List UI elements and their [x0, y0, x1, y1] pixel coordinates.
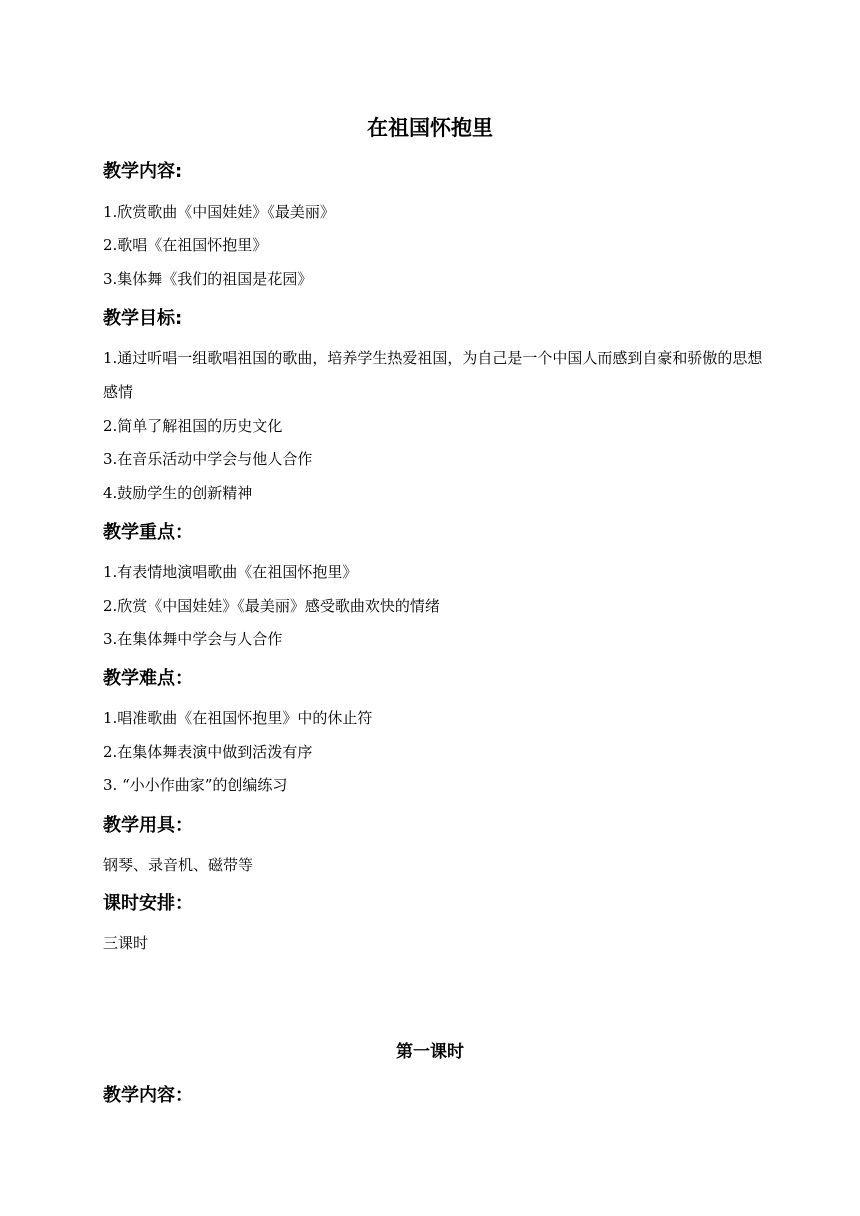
document-title: 在祖国怀抱里 — [367, 116, 493, 140]
lesson-heading-content: 教学内容： — [103, 1085, 193, 1106]
section-heading-objectives: 教学目标: — [103, 308, 183, 329]
section-heading-schedule: 课时安排： — [103, 893, 193, 914]
lesson-title: 第一课时 — [396, 1042, 464, 1062]
difficulty-item: 2.在集体舞表演中做到活泼有序 — [103, 743, 313, 761]
section-heading-materials: 教学用具： — [103, 815, 193, 836]
section-heading-key-points: 教学重点： — [103, 522, 193, 543]
difficulty-item: 1.唱准歌曲《在祖国怀抱里》中的休止符 — [103, 709, 373, 727]
content-item: 2.歌唱《在祖国怀抱里》 — [103, 236, 268, 254]
key-point-item: 1.有表情地演唱歌曲《在祖国怀抱里》 — [103, 563, 358, 581]
content-item: 1.欣赏歌曲《中国娃娃》《最美丽》 — [103, 203, 335, 221]
schedule-item: 三课时 — [103, 934, 149, 952]
materials-item: 钢琴、录音机、磁带等 — [103, 856, 254, 874]
section-heading-content: 教学内容: — [103, 161, 183, 182]
objective-item: 2.简单了解祖国的历史文化 — [103, 417, 283, 435]
key-point-item: 3.在集体舞中学会与人合作 — [103, 630, 283, 648]
objective-item: 3.在音乐活动中学会与他人合作 — [103, 450, 313, 468]
content-item: 3.集体舞《我们的祖国是花园》 — [103, 270, 313, 288]
objective-item: 1.通过听唱一组歌唱祖国的歌曲，培养学生热爱祖国，为自己是一个中国人而感到自豪和骄傲的思想感情 — [103, 349, 763, 401]
key-point-item: 2.欣赏《中国娃娃》《最美丽》感受歌曲欢快的情绪 — [103, 597, 440, 615]
difficulty-item: 3. “小小作曲家”的创编练习 — [103, 776, 288, 794]
section-heading-difficulties: 教学难点： — [103, 668, 193, 689]
objective-item: 4.鼓励学生的创新精神 — [103, 484, 253, 502]
